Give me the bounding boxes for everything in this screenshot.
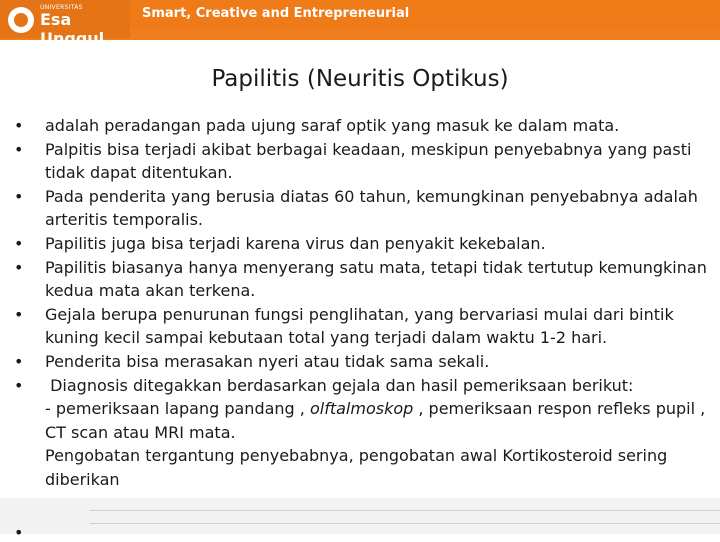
bullet-list [14,114,714,492]
bullet-item [14,138,714,185]
bullet-dot: • [14,257,24,277]
bullet-item [14,232,714,256]
footer-line [90,510,720,524]
tagline: Smart, Creative and Entrepreneurial [142,6,410,21]
diagnosis-tests-pre: - pemeriksaan lapang pandang , [45,399,310,419]
bullet-dot: • [14,304,24,324]
bullet-item [14,114,714,138]
bullet-item [14,303,714,350]
diagnosis-tests-post: , pemeriksaan respon refleks pupil , [413,399,706,419]
diagnosis-imaging-line: CT scan atau MRI mata. [45,422,236,442]
bullet-item [14,350,714,374]
bullet-text: Gejala berupa penurunan fungsi penglihatan, yang bervariasi mulai dari bintik kuning kecil sampai kebutaan total yang terjadi dalam waktu 1-2 hari. [45,304,674,348]
slide-title: Papilitis (Neuritis Optikus) [211,66,509,92]
bullet-dot: • [14,351,24,371]
bullet-text: adalah peradangan pada ujung saraf optik yang masuk ke dalam mata. [45,116,620,135]
logo-text: Esa Unggul [40,10,105,48]
bullet-dot: • [14,139,24,159]
header-bar [0,0,720,48]
bullet-text: Palpitis bisa terjadi akibat berbagai keadaan, meskipun penyebabnya yang pasti tidak dapat ditentukan. [45,139,692,183]
empty-bullet: • [14,523,24,542]
bullet-item [14,256,714,303]
bullet-dot: • [14,186,24,206]
bullet-item-diagnosis [14,374,714,492]
bullet-item [14,185,714,232]
logo-mark-icon [8,7,34,33]
bullet-text: Papilitis juga bisa terjadi karena virus dan penyakit kekebalan. [45,233,546,253]
bullet-dot: • [14,116,24,135]
bullet-dot: • [14,375,24,395]
logo-caption: UNIVERSITAS [40,4,83,11]
diagnosis-tests-italic: olftalmoskop [309,399,414,419]
bullet-text: Penderita bisa merasakan nyeri atau tidak sama sekali. [45,351,490,371]
bullet-dot: • [14,233,24,253]
diagnosis-tests-line [45,397,714,421]
bullet-text: Papilitis biasanya hanya menyerang satu mata, tetapi tidak tertutup kemungkinan kedua mata akan terkena. [45,257,707,301]
diagnosis-line: Diagnosis ditegakkan berdasarkan gejala dan hasil pemeriksaan berikut: [45,375,634,395]
treatment-line: Pengobatan tergantung penyebabnya, pengobatan awal Kortikosteroid sering diberikan [45,446,668,489]
bullet-text: Pada penderita yang berusia diatas 60 tahun, kemungkinan penyebabnya adalah arteritis temporalis. [45,186,698,230]
logo [0,0,130,48]
footer-band [0,498,720,534]
